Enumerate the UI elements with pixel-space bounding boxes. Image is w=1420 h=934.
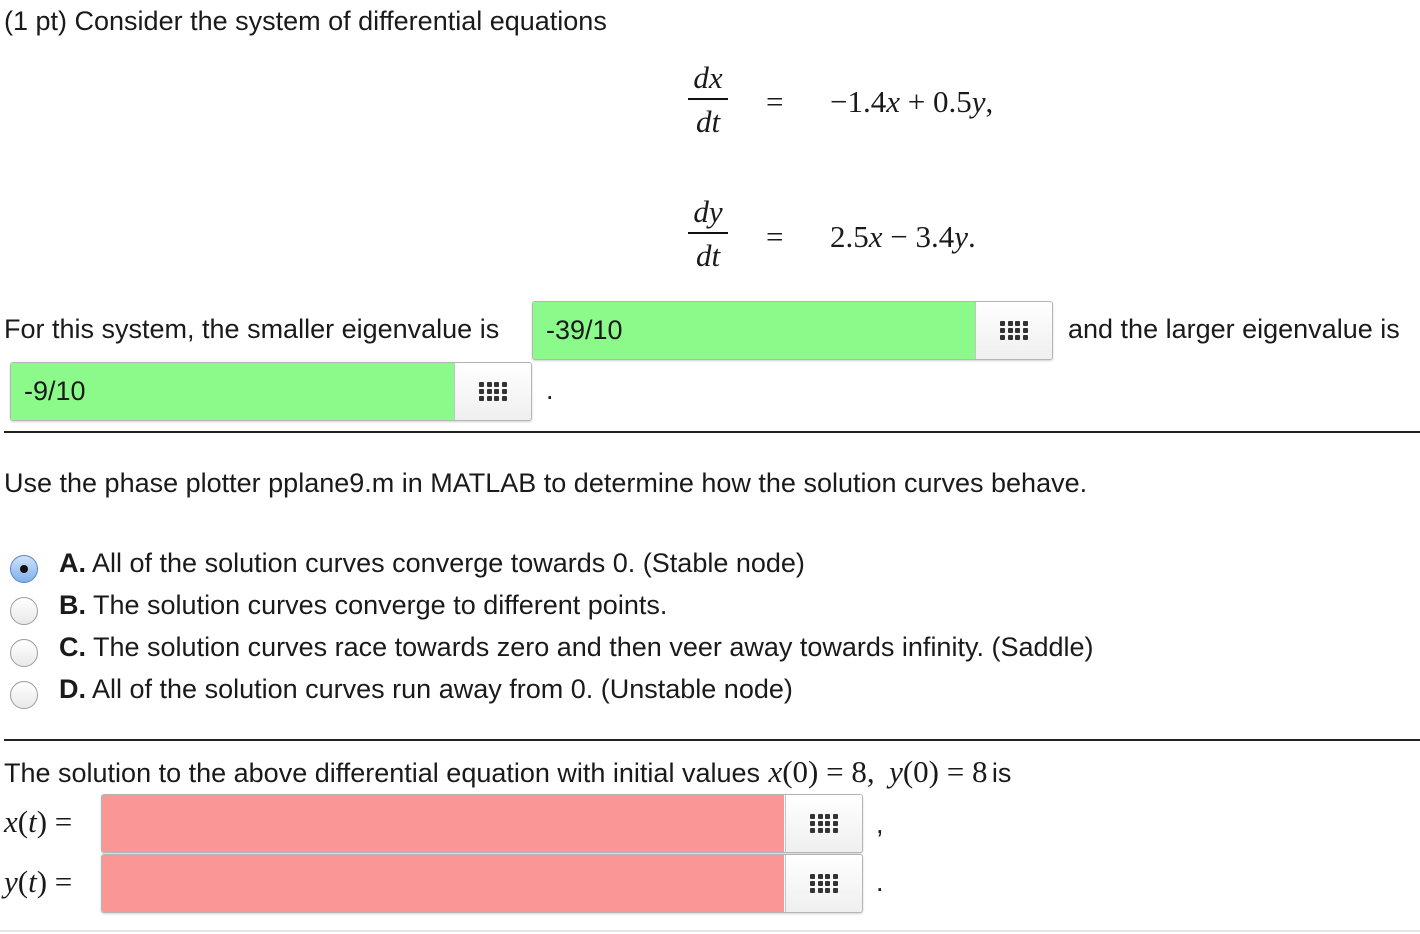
x-t-label: x(t) = bbox=[4, 804, 73, 839]
x-solution-answer bbox=[101, 794, 863, 853]
eigen-middle: and the larger eigenvalue is bbox=[1068, 314, 1400, 344]
eq2-fraction-bar bbox=[688, 232, 728, 234]
grid-icon bbox=[479, 382, 507, 401]
eigen-prefix: For this system, the smaller eigenvalue is bbox=[4, 314, 500, 344]
divider bbox=[4, 739, 1420, 741]
equation-palette-button[interactable] bbox=[454, 363, 531, 420]
y-solution-answer bbox=[101, 854, 863, 913]
option-d[interactable]: D. All of the solution curves run away from 0. (Unstable node) bbox=[59, 674, 793, 704]
eq2-equals: = bbox=[766, 219, 784, 254]
y-solution-input[interactable] bbox=[102, 855, 784, 912]
initial-y: y(0) = 8 bbox=[889, 754, 988, 789]
eq1-denominator: dt bbox=[695, 104, 721, 139]
eq1-equals: = bbox=[766, 84, 784, 119]
option-b[interactable]: B. The solution curves converge to different points. bbox=[59, 590, 668, 620]
eq2-rhs: 2.5x − 3.4y. bbox=[830, 219, 976, 254]
option-c[interactable]: C. The solution curves race towards zero and then veer away towards infinity. (Saddle) bbox=[59, 632, 1094, 662]
divider bbox=[4, 431, 1420, 433]
grid-icon bbox=[810, 814, 838, 833]
larger-eigenvalue-answer bbox=[10, 362, 532, 421]
grid-icon bbox=[1000, 321, 1028, 340]
eq2-numerator: dy bbox=[693, 194, 723, 229]
eigen-suffix: . bbox=[546, 375, 554, 405]
radio-option-d[interactable] bbox=[10, 681, 38, 709]
equation-palette-button[interactable] bbox=[785, 855, 862, 912]
y-t-label: y(t) = bbox=[4, 864, 73, 899]
larger-eigenvalue-input[interactable] bbox=[11, 363, 454, 420]
eq2-denominator: dt bbox=[695, 238, 721, 273]
equation-palette-button[interactable] bbox=[785, 795, 862, 852]
eq1-fraction-bar bbox=[688, 98, 728, 100]
smaller-eigenvalue-answer bbox=[532, 301, 1053, 360]
equation-palette-button[interactable] bbox=[975, 302, 1052, 359]
eq1-numerator: dx bbox=[693, 60, 723, 95]
solution-prompt: The solution to the above differential equation with initial values x(0) = 8, y(0) = 8 is bbox=[4, 754, 1012, 789]
equation-2-lhs bbox=[686, 196, 730, 280]
eq1-rhs: −1.4x + 0.5y, bbox=[830, 84, 994, 119]
equation-1-lhs bbox=[686, 62, 730, 146]
smaller-eigenvalue-input[interactable] bbox=[533, 302, 975, 359]
problem-intro: (1 pt) Consider the system of differential equations bbox=[4, 6, 607, 36]
radio-option-b[interactable] bbox=[10, 597, 38, 625]
y-after: . bbox=[876, 867, 884, 897]
option-a[interactable]: A. All of the solution curves converge towards 0. (Stable node) bbox=[59, 548, 805, 578]
grid-icon bbox=[810, 874, 838, 893]
radio-option-a[interactable] bbox=[10, 555, 38, 583]
initial-x: x(0) = 8, bbox=[768, 754, 875, 789]
bottom-divider bbox=[0, 930, 1420, 932]
radio-option-c[interactable] bbox=[10, 639, 38, 667]
phase-instruction: Use the phase plotter pplane9.m in MATLAB to determine how the solution curves behave. bbox=[4, 468, 1088, 498]
x-solution-input[interactable] bbox=[102, 795, 784, 852]
x-after: , bbox=[876, 809, 884, 839]
